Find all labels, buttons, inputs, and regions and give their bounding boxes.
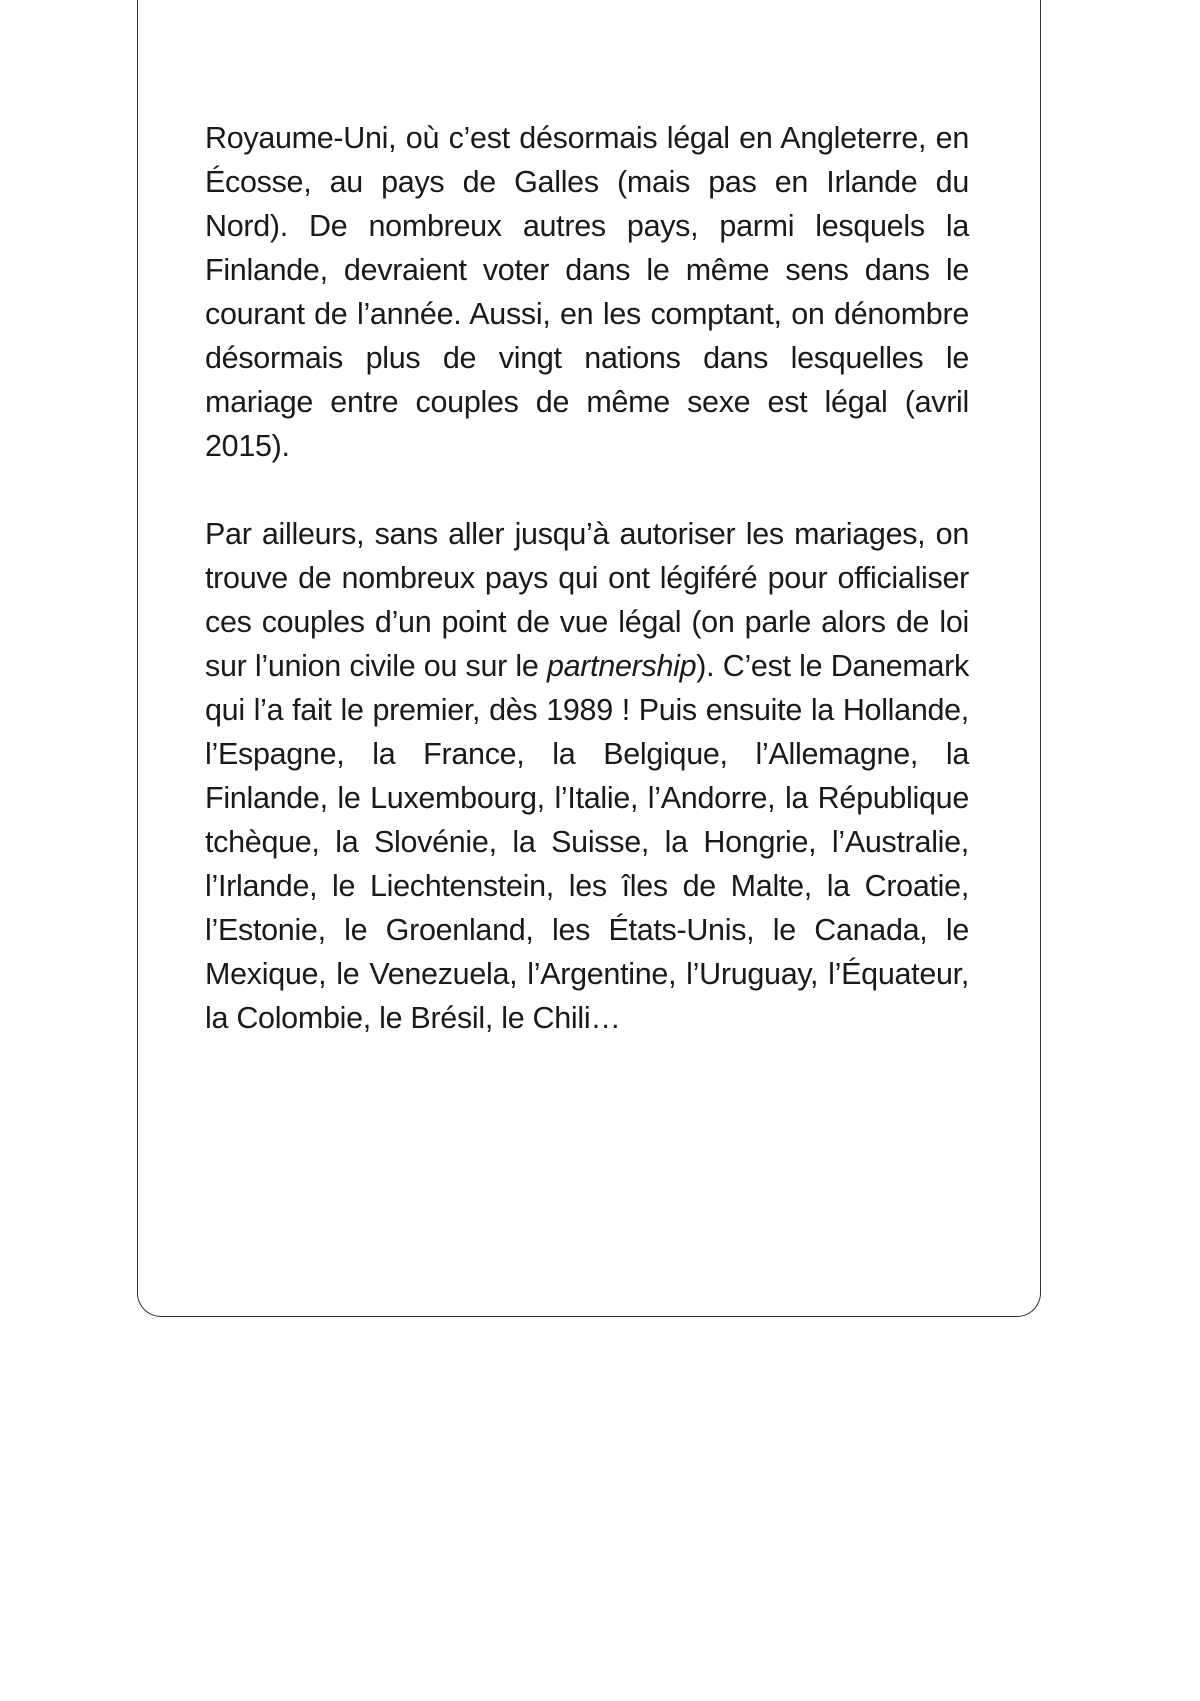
paragraph-legal-marriage: Royaume-Uni, où c’est désormais légal en Angleterre, en Écosse, au pays de Galles (mais pas en Irlande du Nord). De nombreux autres pays, parmi lesquels la Finlande, devraient voter dans le même sens dans le courant de l’année. Aussi, en les comptant, on dénombre désormais plus de vingt nations dans lesquelles le mariage entre couples de même sexe est légal (avril 2015). — [205, 121, 969, 463]
text-body — [205, 116, 969, 1040]
italic-term-partnership: partnership — [546, 649, 697, 683]
paragraph-civil-union — [205, 512, 969, 1040]
paragraph-civil-union-text-end: ). C’est le Danemark qui l’a fait le premier, dès 1989 ! Puis ensuite la Hollande, l’Espagne, la France, la Belgique, l’Allemagne, la Finlande, le Luxembourg, l’Italie, l’Andorre, la République tchèque, la Slovénie, la Suisse, la Hongrie, l’Australie, l’Irlande, le Liechtenstein, les îles de Malte, la Croatie, l’Estonie, le Groenland, les États-Unis, le Canada, le Mexique, le Venezuela, l’Argentine, l’Uruguay, l’Équateur, la Colombie, le Brésil, le Chili… — [205, 649, 969, 1035]
paragraph-civil-union-text-start: Par ailleurs, sans aller jusqu’à autoriser les mariages, on trouve de nombreux pays qui ont légiféré pour officialiser ces couples d’un point de vue légal (on parle alors de loi sur l’union civile ou sur le — [205, 517, 969, 683]
